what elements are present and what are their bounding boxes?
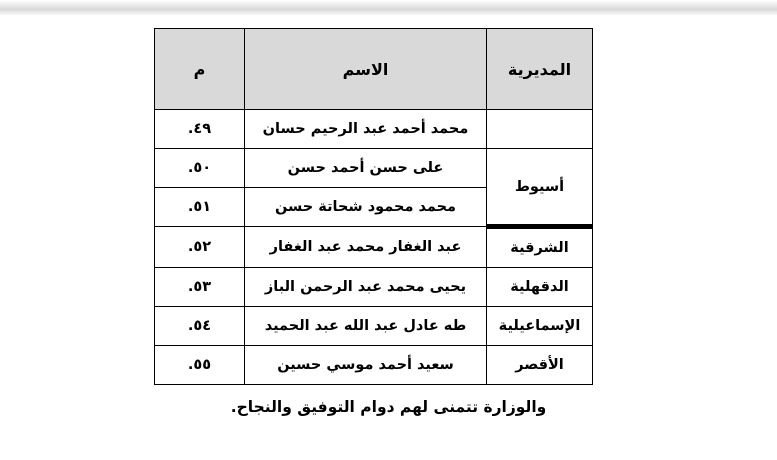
cell-number: ٥٢. <box>155 227 245 268</box>
table-row <box>155 227 593 268</box>
cell-name: على حسن أحمد حسن <box>245 149 487 188</box>
column-header-directorate: المديرية <box>487 29 593 110</box>
column-header-number: م <box>155 29 245 110</box>
cell-directorate: الشرقية <box>487 227 593 268</box>
footer-note: والوزارة تتمنى لهم دوام التوفيق والنجاح. <box>230 398 547 416</box>
table-header-row <box>155 29 593 110</box>
window-top-bar <box>0 0 777 16</box>
table-row <box>155 346 593 385</box>
cell-number: ٤٩. <box>155 110 245 149</box>
cell-name: طه عادل عبد الله عبد الحميد <box>245 307 487 346</box>
cell-number: ٥٣. <box>155 268 245 307</box>
table-row <box>155 268 593 307</box>
cell-directorate: الأقصر <box>487 346 593 385</box>
names-table <box>154 28 593 385</box>
table-header <box>155 29 593 110</box>
document-page <box>0 15 777 460</box>
cell-name: عبد الغفار محمد عبد الغفار <box>245 227 487 268</box>
cell-name: محمد محمود شحاتة حسن <box>245 188 487 227</box>
table-body <box>155 110 593 385</box>
table-row <box>155 149 593 188</box>
cell-directorate: الإسماعيلية <box>487 307 593 346</box>
cell-name: محمد أحمد عبد الرحيم حسان <box>245 110 487 149</box>
cell-number: ٥٤. <box>155 307 245 346</box>
cell-name: يحيى محمد عبد الرحمن الباز <box>245 268 487 307</box>
table-row <box>155 307 593 346</box>
table-row <box>155 110 593 149</box>
cell-number: ٥٠. <box>155 149 245 188</box>
cell-directorate <box>487 110 593 149</box>
cell-number: ٥٥. <box>155 346 245 385</box>
column-header-name: الاسم <box>245 29 487 110</box>
cell-directorate: أسيوط <box>487 149 593 227</box>
cell-name: سعيد أحمد موسي حسين <box>245 346 487 385</box>
cell-number: ٥١. <box>155 188 245 227</box>
cell-directorate: الدقهلية <box>487 268 593 307</box>
